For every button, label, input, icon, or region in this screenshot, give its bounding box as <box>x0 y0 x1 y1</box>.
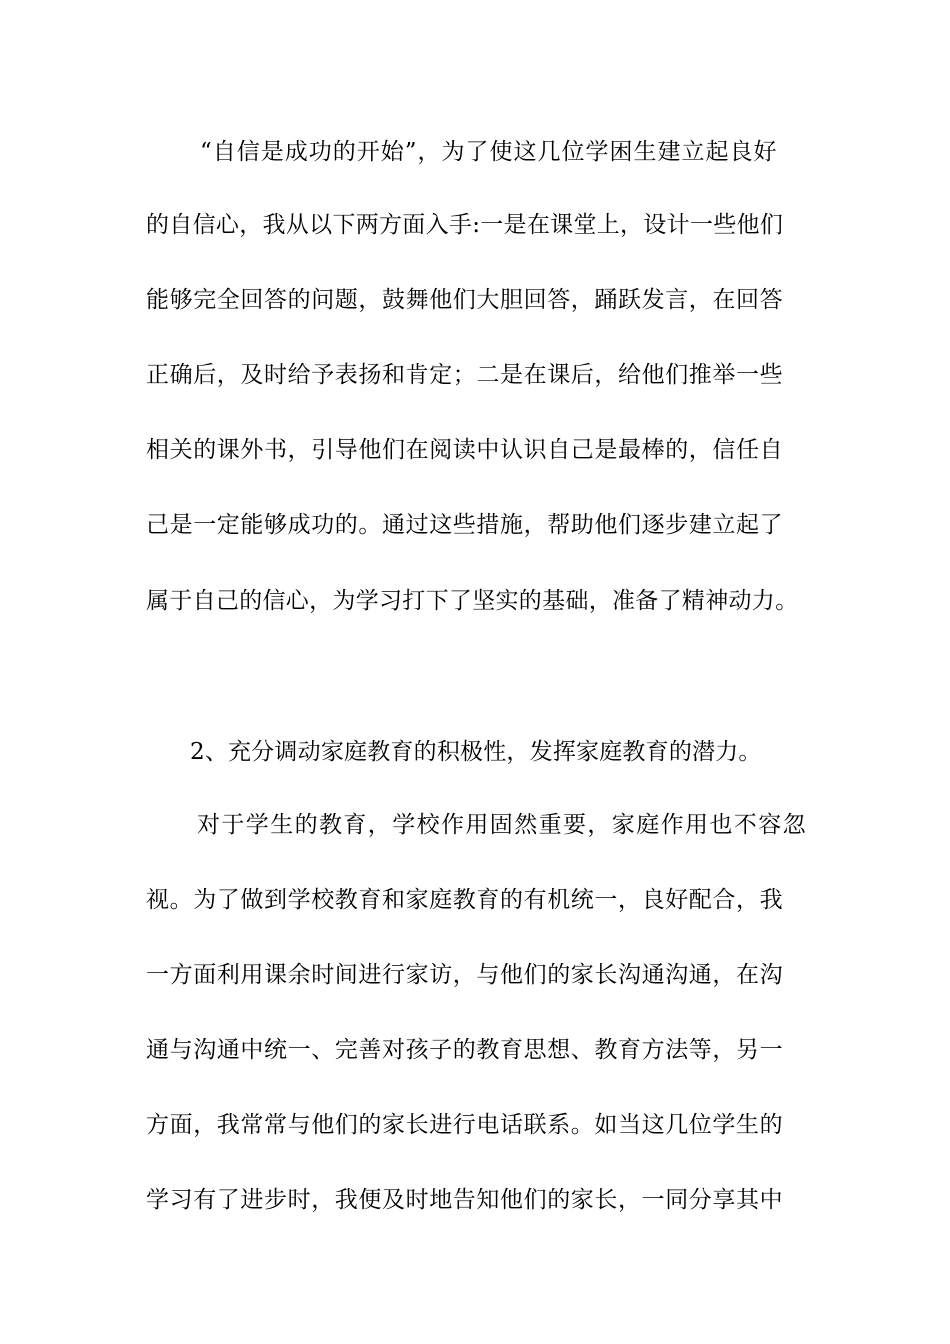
section-heading-2: 2、充分调动家庭教育的积极性，发挥家庭教育的潜力。 <box>190 739 762 765</box>
paragraph-2-line-4: 通与沟通中统一、完善对孩子的教育思想、教育方法等，另一 <box>146 1037 784 1063</box>
paragraph-2-line-5: 方面，我常常与他们的家长进行电话联系。如当这几位学生的 <box>146 1112 784 1138</box>
paragraph-1-line-2: 的自信心，我从以下两方面入手:一是在课堂上，设计一些他们 <box>146 212 784 238</box>
paragraph-1-line-6: 己是一定能够成功的。通过这些措施，帮助他们逐步建立起了 <box>146 512 784 538</box>
paragraph-2-line-2: 视。为了做到学校教育和家庭教育的有机统一，良好配合，我 <box>146 887 784 913</box>
paragraph-2-line-3: 一方面利用课余时间进行家访，与他们的家长沟通沟通，在沟 <box>146 962 784 988</box>
paragraph-2-line-6: 学习有了进步时，我便及时地告知他们的家长，一同分享其中 <box>146 1187 784 1213</box>
paragraph-1-line-1: “自信是成功的开始”，为了使这几位学困生建立起良好 <box>200 139 778 165</box>
paragraph-1-line-4: 正确后，及时给予表扬和肯定；二是在课后，给他们推举一些 <box>146 362 784 388</box>
paragraph-2-line-1: 对于学生的教育，学校作用固然重要，家庭作用也不容忽 <box>197 812 807 838</box>
paragraph-1-line-3: 能够完全回答的问题，鼓舞他们大胆回答，踊跃发言，在回答 <box>146 287 784 313</box>
paragraph-1-line-7: 属于自己的信心，为学习打下了坚实的基础，准备了精神动力。 <box>146 588 799 614</box>
paragraph-1-line-5: 相关的课外书，引导他们在阅读中认识自己是最棒的，信任自 <box>146 437 784 463</box>
